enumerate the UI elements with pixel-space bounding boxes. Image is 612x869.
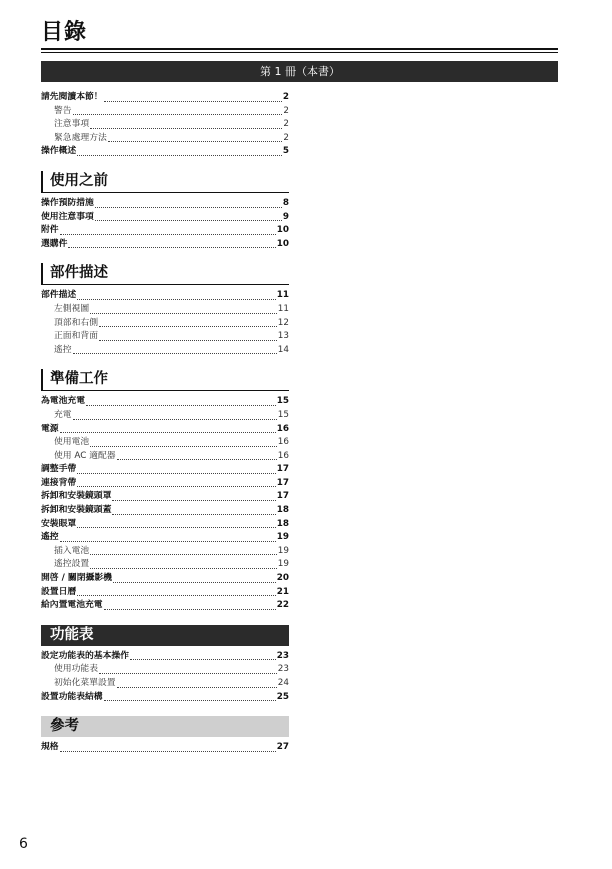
toc-entry[interactable] (41, 504, 289, 518)
toc-entry-page: 17 (276, 464, 289, 475)
toc-entry-page: 2 (283, 132, 289, 143)
toc-entry-page: 22 (276, 600, 289, 611)
dot-leader (112, 500, 275, 501)
toc-entry-label: 使用功能表 (54, 664, 98, 675)
toc-entry-page: 10 (276, 225, 289, 236)
toc-entry[interactable] (41, 317, 289, 331)
toc-entry-label: 附件 (41, 225, 59, 236)
section-heading: 使用之前 (41, 171, 289, 193)
toc-entry[interactable] (41, 344, 289, 358)
toc-entry-page: 15 (276, 396, 289, 407)
toc-entry[interactable] (41, 663, 289, 677)
toc-entry-page: 17 (276, 491, 289, 502)
toc-entry-page: 18 (276, 518, 289, 529)
toc-entry[interactable] (41, 599, 289, 613)
toc-entry[interactable] (41, 118, 289, 132)
toc-entry-page: 19 (277, 545, 289, 556)
toc-entry-label: 使用電池 (54, 437, 90, 448)
toc-entry[interactable] (41, 545, 289, 559)
toc-entry-label: 請先閱讀本節！ (41, 92, 103, 102)
title-rule-thin (41, 52, 558, 53)
toc-entry-label: 連接背帶 (41, 477, 77, 488)
toc-entry[interactable] (41, 145, 289, 159)
section-heading: 部件描述 (41, 263, 289, 285)
toc-entry-label: 部件描述 (41, 290, 77, 301)
dot-leader (104, 700, 276, 701)
section-heading: 參考 (41, 716, 289, 737)
toc-entry-label: 充電 (54, 409, 72, 420)
toc-entry-page: 19 (277, 559, 289, 570)
toc-entry-label: 規格 (41, 742, 59, 753)
toc-entry[interactable] (41, 105, 289, 119)
table-of-contents (41, 91, 289, 755)
toc-entry[interactable] (41, 303, 289, 317)
dot-leader (90, 313, 277, 314)
toc-entry-label: 開啓 / 關閉攝影機 (41, 573, 112, 584)
dot-leader (90, 554, 277, 555)
toc-entry-page: 14 (277, 344, 289, 355)
toc-entry-label: 拆卸和安裝鏡頭蓋 (41, 505, 112, 516)
dot-leader (112, 514, 275, 515)
toc-entry[interactable] (41, 477, 289, 491)
toc-entry-page: 2 (283, 119, 289, 130)
toc-entry[interactable] (41, 677, 289, 691)
toc-entry-label: 為電池充電 (41, 396, 85, 407)
toc-entry-page: 16 (277, 450, 289, 461)
toc-entry-page: 18 (276, 505, 289, 516)
toc-entry-label: 設置功能表結構 (41, 691, 103, 702)
toc-entry-label: 頂部和右側 (54, 317, 98, 328)
dot-leader (95, 207, 282, 208)
toc-entry-page: 15 (277, 409, 289, 420)
toc-entry-label: 設定功能表的基本操作 (41, 650, 129, 661)
toc-entry-label: 緊急處理方法 (54, 132, 107, 143)
dot-leader (117, 687, 277, 688)
toc-entry[interactable] (41, 224, 289, 238)
toc-entry-label: 安裝眼罩 (41, 518, 77, 529)
toc-entry[interactable] (41, 586, 289, 600)
toc-entry-page: 5 (282, 146, 289, 157)
dot-leader (113, 582, 276, 583)
toc-entry-page: 24 (277, 678, 289, 688)
toc-entry[interactable] (41, 650, 289, 664)
dot-leader (77, 155, 282, 156)
toc-entry-page: 25 (276, 691, 289, 702)
toc-entry[interactable] (41, 691, 289, 705)
toc-entry[interactable] (41, 572, 289, 586)
toc-entry-label: 選購件 (41, 238, 68, 249)
toc-entry[interactable] (41, 238, 289, 252)
toc-entry-label: 調整手帶 (41, 464, 77, 475)
toc-entry-label: 電源 (41, 423, 59, 434)
toc-entry[interactable] (41, 490, 289, 504)
toc-entry-page: 16 (276, 423, 289, 434)
dot-leader (99, 326, 277, 327)
toc-entry[interactable] (41, 531, 289, 545)
dot-leader (73, 114, 283, 115)
dot-leader (90, 446, 277, 447)
dot-leader (90, 568, 277, 569)
toc-entry-page: 21 (276, 586, 289, 597)
toc-entry[interactable] (41, 518, 289, 532)
dot-leader (60, 751, 276, 752)
toc-entry-label: 設置日曆 (41, 586, 77, 597)
dot-leader (130, 659, 276, 660)
volume-header-bar (41, 61, 558, 82)
dot-leader (68, 247, 275, 248)
page-title: 目錄 (41, 20, 88, 45)
toc-entry[interactable] (41, 558, 289, 572)
toc-entry-label: 插入電池 (54, 545, 90, 556)
dot-leader (77, 595, 276, 596)
toc-entry-label: 操作概述 (41, 146, 77, 157)
toc-entry-page: 19 (276, 532, 289, 543)
dot-leader (77, 486, 276, 487)
toc-entry-page: 13 (277, 331, 289, 342)
dot-leader (104, 101, 282, 102)
section-heading: 功能表 (41, 625, 289, 646)
toc-entry-label: 操作預防措施 (41, 197, 94, 208)
toc-entry-label: 拆卸和安裝鏡頭罩 (41, 491, 112, 502)
toc-entry-page: 23 (277, 664, 289, 675)
title-rule-thick (41, 48, 558, 50)
volume-label: 第 1 冊（本書） (260, 65, 340, 78)
toc-entry-page: 8 (282, 197, 289, 208)
toc-entry[interactable] (41, 289, 289, 303)
toc-entry-page: 2 (282, 92, 289, 102)
toc-entry-label: 警告 (54, 105, 72, 116)
dot-leader (77, 473, 276, 474)
dot-leader (77, 299, 276, 300)
toc-entry[interactable] (41, 463, 289, 477)
toc-entry-page: 10 (276, 238, 289, 249)
toc-entry-label: 遙控 (54, 344, 72, 355)
toc-entry-label: 使用注意事項 (41, 211, 94, 222)
toc-entry-label: 遙控 (41, 532, 59, 543)
page-number: 6 (19, 836, 28, 852)
dot-leader (86, 405, 276, 406)
dot-leader (108, 141, 283, 142)
dot-leader (99, 673, 277, 674)
dot-leader (73, 353, 277, 354)
toc-entry-page: 11 (277, 303, 289, 314)
dot-leader (104, 609, 276, 610)
dot-leader (60, 432, 276, 433)
toc-entry-page: 27 (276, 742, 289, 753)
section-heading: 準備工作 (41, 369, 289, 391)
dot-leader (60, 234, 276, 235)
toc-entry[interactable] (41, 395, 289, 409)
toc-entry[interactable] (41, 91, 289, 105)
toc-entry-page: 2 (283, 105, 289, 116)
toc-entry-page: 11 (276, 290, 289, 301)
toc-entry-label: 左側視圖 (54, 303, 90, 314)
toc-entry-page: 16 (277, 437, 289, 448)
toc-entry-label: 遙控設置 (54, 559, 90, 570)
toc-entry[interactable] (41, 330, 289, 344)
toc-entry-page: 23 (276, 650, 289, 661)
toc-entry[interactable] (41, 211, 289, 225)
toc-entry[interactable] (41, 423, 289, 437)
dot-leader (77, 527, 276, 528)
toc-entry[interactable] (41, 132, 289, 146)
toc-entry-label: 注意事項 (54, 119, 90, 130)
toc-entry-label: 初始化菜單設置 (54, 678, 116, 688)
toc-entry[interactable] (41, 741, 289, 755)
toc-entry-page: 9 (282, 211, 289, 222)
toc-entry-page: 17 (276, 477, 289, 488)
dot-leader (90, 128, 282, 129)
dot-leader (95, 220, 282, 221)
dot-leader (60, 541, 276, 542)
dot-leader (99, 340, 277, 341)
toc-entry-label: 給內置電池充電 (41, 600, 103, 611)
dot-leader (73, 419, 277, 420)
toc-entry-label: 正面和背面 (54, 331, 98, 342)
dot-leader (117, 459, 277, 460)
toc-entry[interactable] (41, 450, 289, 464)
toc-entry[interactable] (41, 409, 289, 423)
toc-entry[interactable] (41, 197, 289, 211)
toc-entry[interactable] (41, 436, 289, 450)
toc-entry-label: 使用 AC 適配器 (54, 450, 116, 461)
toc-entry-page: 20 (276, 573, 289, 584)
toc-entry-page: 12 (277, 317, 289, 328)
